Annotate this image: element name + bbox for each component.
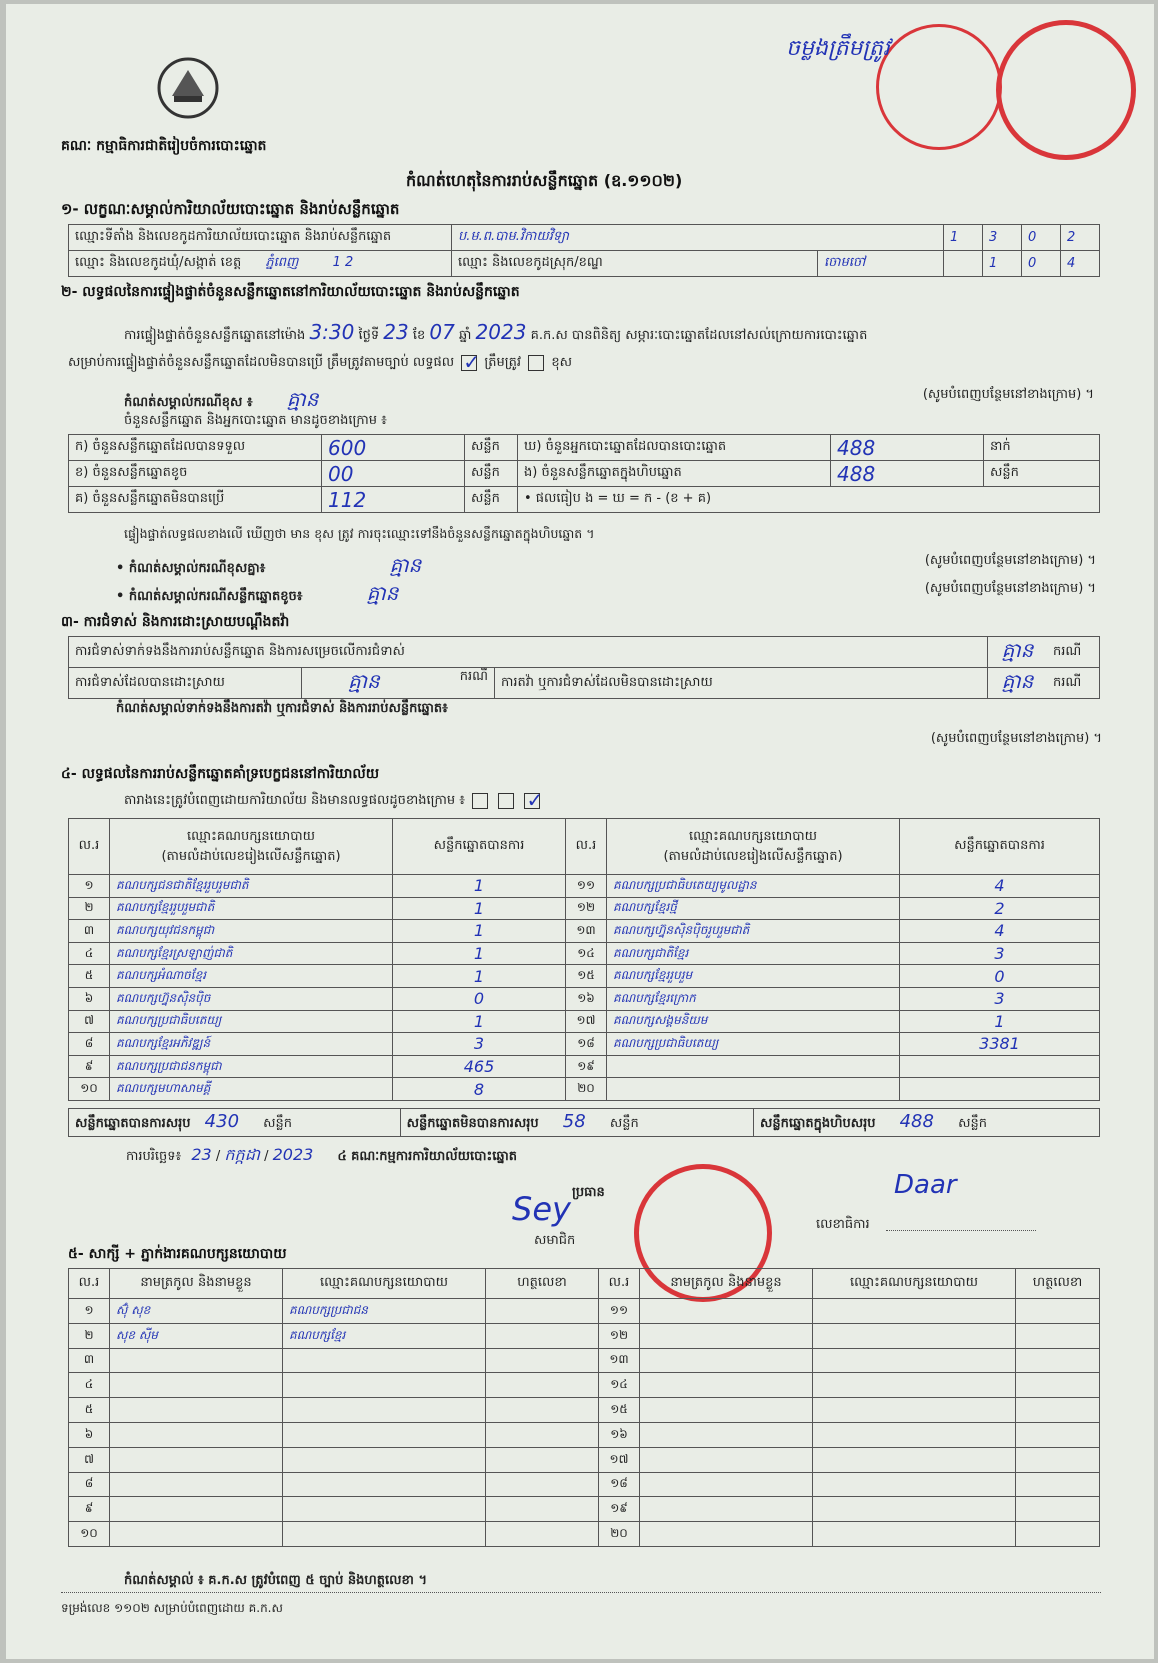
results-row — [69, 920, 1100, 943]
row-d-label: ឃ) ចំនួនអ្នកបោះឆ្នោតដែលបានបោះឆ្នោត — [518, 435, 831, 461]
witness-no: ១២ — [599, 1323, 640, 1348]
witness-col-name-right: នាមត្រកូល និងនាមខ្លួន — [640, 1269, 813, 1299]
year-value: 2023 — [475, 320, 527, 344]
results-row — [69, 1078, 1100, 1101]
note1-label: • កំណត់សម្គាល់ករណីខុសគ្នា៖ — [116, 561, 266, 576]
total-valid-label: សន្លឹកឆ្នោតបានការសរុប — [75, 1116, 191, 1131]
results-option-1[interactable] — [472, 793, 488, 809]
results-col-name-left: ឈ្មោះគណបក្សនយោបាយ — [187, 828, 315, 844]
result-no: ១៥ — [566, 965, 607, 988]
witness-name — [640, 1422, 813, 1447]
intro-a: ការផ្ទៀងផ្ទាត់ចំនួនសន្លឹកឆ្នោតនៅម៉ោង — [124, 328, 306, 343]
witness-party — [283, 1472, 486, 1497]
witness-col-party-right: ឈ្មោះគណបក្សនយោបាយ — [813, 1269, 1016, 1299]
witness-no: ៤ — [69, 1373, 110, 1398]
witness-party: គណបក្សខ្មែរ — [283, 1323, 486, 1348]
results-col-name-sub-right: (តាមលំដាប់លេខរៀងលើសន្លឹកឆ្នោត) — [663, 848, 843, 864]
result-no: ២ — [69, 897, 110, 920]
result-no: ១៨ — [566, 1033, 607, 1056]
section4-heading: ៤- លទ្ធផលនៃការរាប់សន្លឹកឆ្នោតគាំទ្របេក្ខជននៅការិយាល័យ — [61, 766, 380, 782]
note2-value: គ្មាន — [366, 581, 399, 605]
total-box-value: 488 — [899, 1111, 934, 1132]
result-party-name: គណបក្សជាតិខ្មែរ — [607, 942, 900, 965]
results-col-votes-left: សន្លឹកឆ្នោតបានការ — [393, 819, 566, 875]
witness-signature — [1016, 1522, 1100, 1547]
result-no: ១២ — [566, 897, 607, 920]
witness-signature — [1016, 1472, 1100, 1497]
witness-party — [283, 1422, 486, 1447]
result-no: ៩ — [69, 1055, 110, 1078]
witness-party — [813, 1373, 1016, 1398]
office-code-1: 1 — [944, 225, 983, 251]
witness-party — [813, 1398, 1016, 1423]
wrong-checkbox[interactable] — [528, 355, 544, 371]
witness-no: ៨ — [69, 1472, 110, 1497]
office-label: ឈ្មោះទីតាំង និងលេខកូដការិយាល័យបោះឆ្នោត និងរាប់សន្លឹកឆ្នោត — [69, 225, 452, 251]
complaint-row1-label: ការជំទាស់ទាក់ទងនឹងការរាប់សន្លឹកឆ្នោត និងការសម្រេចលើការជំទាស់ — [69, 637, 988, 668]
witness-name: ស៊ុំ សុខ — [110, 1299, 283, 1324]
result-votes: 3 — [393, 1033, 566, 1056]
witness-signature — [486, 1299, 599, 1324]
results-row — [69, 1055, 1100, 1078]
result-no: ៦ — [69, 987, 110, 1010]
result-party-name: គណបក្សយុវជនកម្ពុជា — [110, 920, 393, 943]
witness-row — [69, 1299, 1100, 1324]
wrong-label: ខុស — [551, 355, 572, 370]
complaint-row2-mid: ការតវ៉ា ឬការជំទាស់ដែលមិនបានដោះស្រាយ — [495, 668, 988, 699]
reason-value: គ្មាន — [286, 387, 319, 411]
total-box-unit: សន្លឹក — [958, 1116, 987, 1131]
results-row — [69, 987, 1100, 1010]
result-party-name: គណបក្សប្រជាធិបតេយ្យ — [110, 1010, 393, 1033]
witness-col-name-left: នាមត្រកូល និងនាមខ្លួន — [110, 1269, 283, 1299]
witness-row — [69, 1497, 1100, 1522]
witness-signature — [1016, 1398, 1100, 1423]
correct-checkbox[interactable]: ✓ — [463, 349, 481, 374]
witness-no: ១៦ — [599, 1422, 640, 1447]
witness-no: ៦ — [69, 1422, 110, 1447]
witness-col-party-left: ឈ្មោះគណបក្សនយោបាយ — [283, 1269, 486, 1299]
form-footer: ទម្រង់លេខ ១១០២ សម្រាប់បំពេញដោយ គ.ក.ស — [61, 1601, 283, 1615]
result-party-name: គណបក្សប្រជាធិបតេយ្យ — [607, 1033, 900, 1056]
result-party-name: គណបក្សអំណាចខ្មែរ — [110, 965, 393, 988]
witness-no: ១៣ — [599, 1348, 640, 1373]
note2-line — [116, 580, 1096, 610]
witness-party — [283, 1398, 486, 1423]
witness-party — [283, 1373, 486, 1398]
witness-signature — [1016, 1497, 1100, 1522]
witness-signature — [1016, 1348, 1100, 1373]
results-col-no-left: ល.រ — [69, 819, 110, 875]
result-votes: 1 — [393, 875, 566, 898]
result-no: ១៣ — [566, 920, 607, 943]
witness-name — [110, 1348, 283, 1373]
result-party-name: គណបក្សខ្មែរក្រោក — [607, 987, 900, 1010]
witness-party — [283, 1348, 486, 1373]
result-party-name: គណបក្សមហាសាមគ្គី — [110, 1078, 393, 1101]
result-no: ៥ — [69, 965, 110, 988]
result-party-name: គណបក្សប្រជាធិបតេយ្យមូលដ្ឋាន — [607, 875, 900, 898]
witness-signature — [486, 1472, 599, 1497]
witness-signature — [486, 1447, 599, 1472]
result-no: ១៩ — [566, 1055, 607, 1078]
witness-row — [69, 1373, 1100, 1398]
row-b-label: ខ) ចំនួនសន្លឹកឆ្នោតខូច — [69, 461, 322, 487]
commune-code — [333, 255, 354, 270]
complaint-row2-unit: ករណី — [459, 669, 488, 684]
row-c-unit: សន្លឹក — [465, 487, 518, 513]
witness-no: ៧ — [69, 1447, 110, 1472]
results-option-2[interactable] — [498, 793, 514, 809]
district-code-1: 1 — [983, 251, 1022, 277]
result-party-name: គណបក្សខ្មែររួបរួម — [607, 965, 900, 988]
witness-name — [640, 1373, 813, 1398]
witness-no: ១៤ — [599, 1373, 640, 1398]
witness-signature — [486, 1497, 599, 1522]
witness-no: ១៧ — [599, 1447, 640, 1472]
witness-row — [69, 1323, 1100, 1348]
section2-intro-line2 — [68, 349, 572, 374]
note2-label: • កំណត់សម្គាល់ករណីសន្លឹកឆ្នោតខូច៖ — [116, 589, 303, 604]
row-e-label: ង) ចំនួនសន្លឹកឆ្នោតក្នុងហិបឆ្នោត — [518, 461, 831, 487]
result-party-name: គណបក្សខ្មែរអភិវឌ្ឍន៍ — [110, 1033, 393, 1056]
result-party-name — [607, 1078, 900, 1101]
results-col-no-right: ល.រ — [566, 819, 607, 875]
results-col-name-right: ឈ្មោះគណបក្សនយោបាយ — [689, 828, 817, 844]
date-month: កក្កដា — [224, 1145, 260, 1164]
result-votes: 1 — [393, 942, 566, 965]
intro-b: ថ្ងៃទី — [358, 328, 380, 343]
witness-signature — [486, 1522, 599, 1547]
witness-name — [110, 1472, 283, 1497]
red-seal-stamp-2 — [876, 24, 1002, 150]
results-col-votes-right: សន្លឹកឆ្នោតបានការ — [900, 819, 1100, 875]
secretary-signature: Daar — [894, 1170, 957, 1200]
result-no: ៤ — [69, 942, 110, 965]
result-no: ១១ — [566, 875, 607, 898]
formula-label: • ផលធៀប ង = ឃ = ក - (ខ + គ) — [518, 487, 1100, 513]
row-e-value: 488 — [831, 461, 984, 487]
section5-footnote: កំណត់សម្គាល់ ៖ គ.ក.ស ត្រូវបំពេញ ៥ ច្បាប់ និងហត្ថលេខា ។ — [124, 1573, 428, 1588]
complaints-table — [68, 636, 1100, 699]
office-code-2: 3 — [983, 225, 1022, 251]
note1-suffix: (សូមបំពេញបន្ថែមនៅខាងក្រោម) ។ — [924, 553, 1096, 568]
witness-party — [283, 1497, 486, 1522]
result-votes: 4 — [900, 875, 1100, 898]
witness-no: ១៥ — [599, 1398, 640, 1423]
commune-label: ឈ្មោះ និងលេខកូដឃុំ/សង្កាត់ ខេត្ត — [75, 255, 242, 270]
witness-no: ១៨ — [599, 1472, 640, 1497]
witness-signature — [1016, 1447, 1100, 1472]
witness-row — [69, 1522, 1100, 1547]
intro-line2-text: សម្រាប់ការផ្ទៀងផ្ទាត់ចំនួនសន្លឹកឆ្នោតដែលមិនបានប្រើ ត្រឹមត្រូវតាមច្បាប់ លទ្ធផល — [68, 355, 455, 370]
result-votes: 1 — [393, 1010, 566, 1033]
witness-party — [813, 1323, 1016, 1348]
note1-line — [116, 552, 1096, 582]
witness-party — [813, 1348, 1016, 1373]
witness-name — [640, 1299, 813, 1324]
result-no: ៧ — [69, 1010, 110, 1033]
result-votes: 1 — [393, 920, 566, 943]
witness-party — [813, 1497, 1016, 1522]
results-row — [69, 1033, 1100, 1056]
witness-signature — [486, 1323, 599, 1348]
result-party-name: គណបក្សសង្គមនិយម — [607, 1010, 900, 1033]
result-no: ១ — [69, 875, 110, 898]
witness-party — [813, 1422, 1016, 1447]
complaint-row1-value: គ្មាន — [988, 637, 1047, 668]
results-row — [69, 1010, 1100, 1033]
section2-intro — [124, 320, 1104, 346]
witness-signature — [486, 1348, 599, 1373]
total-box-label: សន្លឹកឆ្នោតក្នុងហិបសរុប — [759, 1116, 876, 1131]
witness-name — [110, 1422, 283, 1447]
office-code-4: 2 — [1061, 225, 1100, 251]
result-votes: 0 — [900, 965, 1100, 988]
row-d-value: 488 — [831, 435, 984, 461]
document-title: កំណត់ហេតុនៃការរាប់សន្លឹកឆ្នោត (ឧ.១១០២) — [406, 171, 683, 190]
nec-emblem-icon — [154, 56, 222, 120]
result-votes — [900, 1055, 1100, 1078]
witness-table — [68, 1268, 1100, 1547]
committee-label: ៤ គណៈកម្មការការិយាល័យបោះឆ្នោត — [337, 1149, 518, 1164]
result-no: ៣ — [69, 920, 110, 943]
time-value: 3:30 — [309, 320, 355, 344]
intro-c: ខែ — [412, 328, 426, 343]
witness-name — [640, 1522, 813, 1547]
witness-party — [813, 1299, 1016, 1324]
note2-suffix: (សូមបំពេញបន្ថែមនៅខាងក្រោម) ។ — [924, 581, 1096, 596]
total-valid-value: 430 — [204, 1111, 240, 1132]
witness-name — [640, 1323, 813, 1348]
diff-line: ផ្ទៀងផ្ទាត់លទ្ធផលខាងលើ ឃើញថា មាន ខុស ត្រូវ ការចុះឈ្មោះទៅនឹងចំនួនសន្លឹកឆ្នោតក្នុងហិបឆ្នោត ។ — [124, 526, 595, 541]
row-c-value: 112 — [322, 487, 465, 513]
intro-e: គ.ក.ស បានពិនិត្យ សម្ភារៈបោះឆ្នោតដែលនៅសល់ក្រោយការបោះឆ្នោត — [530, 328, 868, 343]
row-a-unit: សន្លឹក — [465, 435, 518, 461]
date-day: 23 — [191, 1145, 212, 1164]
complaint-row2-label: ការជំទាស់ដែលបានដោះស្រាយ — [69, 668, 302, 699]
witness-name: សុខ ស៊ីម — [110, 1323, 283, 1348]
commune-value: ភ្នំពេញ — [265, 255, 299, 270]
witness-signature — [1016, 1323, 1100, 1348]
witness-no: ១០ — [69, 1522, 110, 1547]
row-b-value: 00 — [322, 461, 465, 487]
district-label: ឈ្មោះ និងលេខកូដស្រុក/ខណ្ឌ — [452, 251, 818, 277]
complaint-note: កំណត់សម្គាល់ទាក់ទងនឹងការតវ៉ា ឬការជំទាស់ និងការរាប់សន្លឹកឆ្នោត៖ — [116, 701, 448, 716]
results-col-name-sub-left: (តាមលំដាប់លេខរៀងលើសន្លឹកឆ្នោត) — [161, 848, 341, 864]
witness-name — [640, 1398, 813, 1423]
office-code-3: 0 — [1022, 225, 1061, 251]
result-no: ១៤ — [566, 942, 607, 965]
results-row — [69, 875, 1100, 898]
section5-heading: ៥- សាក្សី ​+ ភ្នាក់ងារគណបក្សនយោបាយ — [68, 1246, 287, 1262]
complaint-row1-unit: ករណី — [1047, 637, 1100, 668]
row-d-unit: នាក់ — [984, 435, 1100, 461]
results-table — [68, 818, 1100, 1101]
witness-party — [283, 1522, 486, 1547]
witness-party: គណបក្សប្រជាជន — [283, 1299, 486, 1324]
result-no: ១៧ — [566, 1010, 607, 1033]
row-c-label: គ) ចំនួនសន្លឹកឆ្នោតមិនបានប្រើ — [69, 487, 322, 513]
district-value: ចោមចៅ — [818, 251, 944, 277]
intro-d: ឆ្នាំ — [459, 328, 472, 343]
section3-heading: ៣- ការជំទាស់ និងការដោះស្រាយបណ្តឹងតវ៉ា — [61, 614, 290, 630]
witness-name — [110, 1398, 283, 1423]
section1-heading: ១- លក្ខណៈសម្គាល់ការិយាល័យបោះឆ្នោត និងរាប់សន្លឹកឆ្នោត — [61, 200, 400, 218]
witness-no: ១១ — [599, 1299, 640, 1324]
date-line: ការបរិច្ឆេទ៖ 23 / កក្កដា / 2023 ៤ គណៈកម្មការការិយាល័យបោះឆ្នោត — [126, 1145, 518, 1164]
result-party-name: គណបក្សហ្វ៊ុនស៊ិនប៉ិច — [110, 987, 393, 1010]
total-invalid-unit: សន្លឹក — [609, 1116, 639, 1131]
result-party-name: គណបក្សហ្វ៊ុនស៊ិនប៉ិចរួបរួមជាតិ — [607, 920, 900, 943]
witness-no: ២០ — [599, 1522, 640, 1547]
witness-signature — [486, 1422, 599, 1447]
results-row — [69, 965, 1100, 988]
witness-name — [640, 1472, 813, 1497]
complaint-row2-value2: គ្មាន — [988, 668, 1047, 699]
witness-signature — [486, 1398, 599, 1423]
result-party-name — [607, 1055, 900, 1078]
result-votes: 0 — [393, 987, 566, 1010]
result-no: ១០ — [69, 1078, 110, 1101]
district-code-3: 4 — [1061, 251, 1100, 277]
commune-code-2: 2 — [344, 255, 354, 270]
witness-name — [640, 1348, 813, 1373]
row-e-unit: សន្លឹក — [984, 461, 1100, 487]
complaint-note-suffix: (សូមបំពេញបន្ថែមនៅខាងក្រោម) ។ — [930, 731, 1102, 746]
witness-col-sign-right: ហត្ថលេខា — [1016, 1269, 1100, 1299]
commune-code-1: 1 — [332, 255, 341, 270]
results-row — [69, 942, 1100, 965]
section2-heading: ២- លទ្ធផលនៃការផ្ទៀងផ្ទាត់ចំនួនសន្លឹកឆ្នោតនៅការិយាល័យបោះឆ្នោត និងរាប់សន្លឹកឆ្នោត — [61, 284, 520, 300]
result-votes — [900, 1078, 1100, 1101]
result-votes: 4 — [900, 920, 1100, 943]
reason-label: កំណត់សម្គាល់ករណីខុស ៖ — [124, 395, 253, 410]
result-votes: 8 — [393, 1078, 566, 1101]
result-party-name: គណបក្សខ្មែររួបរួមជាតិ — [110, 897, 393, 920]
witness-name — [110, 1373, 283, 1398]
witness-row — [69, 1472, 1100, 1497]
correct-label: ត្រឹមត្រូវ — [484, 355, 522, 370]
witness-no: ១៩ — [599, 1497, 640, 1522]
witness-name — [110, 1522, 283, 1547]
witness-row — [69, 1398, 1100, 1423]
witness-party — [813, 1522, 1016, 1547]
day-value: 23 — [383, 320, 409, 344]
section4-sub — [124, 787, 544, 812]
witness-signature — [486, 1373, 599, 1398]
witness-col-no-left: ល.រ — [69, 1269, 110, 1299]
complaint-row2-unit2: ករណី — [1047, 668, 1100, 699]
witness-row — [69, 1348, 1100, 1373]
total-valid-unit: សន្លឹក — [263, 1116, 293, 1131]
secretary-label: លេខាធិការ — [816, 1217, 870, 1232]
note1-value: គ្មាន — [389, 553, 422, 577]
reason-suffix: (សូមបំពេញបន្ថែមនៅខាងក្រោម) ។ — [922, 387, 1094, 402]
witness-name — [640, 1447, 813, 1472]
result-party-name: គណបក្សជនជាតិខ្មែររួបរួមជាតិ — [110, 875, 393, 898]
witness-col-sign-left: ហត្ថលេខា — [486, 1269, 599, 1299]
org-name: គណៈ កម្មាធិការជាតិរៀបចំការបោះឆ្នោត — [61, 138, 267, 154]
witness-signature — [1016, 1422, 1100, 1447]
witness-row — [69, 1422, 1100, 1447]
result-votes: 2 — [900, 897, 1100, 920]
results-totals — [68, 1108, 1100, 1137]
witness-party — [813, 1447, 1016, 1472]
date-year: 2023 — [272, 1145, 314, 1164]
witness-name — [640, 1497, 813, 1522]
red-seal-stamp — [996, 20, 1136, 160]
witness-name — [110, 1447, 283, 1472]
result-votes: 1 — [393, 897, 566, 920]
certified-copy-stamp: ចម្លងត្រឹមត្រូវ — [786, 36, 890, 61]
results-row — [69, 897, 1100, 920]
row-b-unit: សន្លឹក — [465, 461, 518, 487]
ballot-count-table — [68, 434, 1100, 513]
total-invalid-label: សន្លឹកឆ្នោតមិនបានការសរុប — [406, 1116, 539, 1131]
witness-party — [813, 1472, 1016, 1497]
result-party-name: គណបក្សខ្មែរថ្មី — [607, 897, 900, 920]
witness-no: ២ — [69, 1323, 110, 1348]
witness-no: ៥ — [69, 1398, 110, 1423]
results-option-3[interactable]: ✓ — [526, 787, 544, 812]
result-party-name: គណបក្សប្រជាជនកម្ពុជា — [110, 1055, 393, 1078]
witness-party — [283, 1447, 486, 1472]
witness-row — [69, 1447, 1100, 1472]
result-votes: 3 — [900, 987, 1100, 1010]
total-invalid-value: 58 — [562, 1111, 586, 1132]
complaint-row2-value: គ្មាន — [348, 669, 380, 693]
result-party-name: គណបក្សខ្មែរស្រឡាញ់ជាតិ — [110, 942, 393, 965]
witness-signature — [1016, 1373, 1100, 1398]
witness-no: ៩ — [69, 1497, 110, 1522]
result-no: ៨ — [69, 1033, 110, 1056]
document-page — [6, 4, 1154, 1659]
section4-sub-text: តារាងនេះត្រូវបំពេញដោយការិយាល័យ និងមានលទ្ធផលដូចខាងក្រោម ៖ — [124, 793, 466, 808]
result-no: ១៦ — [566, 987, 607, 1010]
month-value: 07 — [429, 320, 455, 344]
sub-intro: ចំនួនសន្លឹកឆ្នោត និងអ្នកបោះឆ្នោត មានដូចខាងក្រោម ៖ — [124, 413, 387, 428]
result-votes: 3 — [900, 942, 1100, 965]
witness-col-no-right: ល.រ — [599, 1269, 640, 1299]
result-votes: 1 — [393, 965, 566, 988]
witness-no: ៣ — [69, 1348, 110, 1373]
office-value: ប.ម.ព.បាម.វិកាយវិទ្យា — [452, 225, 944, 251]
witness-name — [110, 1497, 283, 1522]
office-info-table — [68, 224, 1100, 277]
chair-label: ប្រធាន — [572, 1185, 605, 1200]
row-a-value: 600 — [322, 435, 465, 461]
witness-no: ១ — [69, 1299, 110, 1324]
result-votes: 1 — [900, 1010, 1100, 1033]
date-label: ការបរិច្ឆេទ៖ — [126, 1149, 182, 1164]
chair-signature: Sey — [512, 1190, 571, 1228]
witness-signature — [1016, 1299, 1100, 1324]
member-label: សមាជិក — [534, 1233, 576, 1248]
row-a-label: ក) ចំនួនសន្លឹកឆ្នោតដែលបានទទួល — [69, 435, 322, 461]
result-votes: 3381 — [900, 1033, 1100, 1056]
result-votes: 465 — [393, 1055, 566, 1078]
district-code-2: 0 — [1022, 251, 1061, 277]
result-no: ២០ — [566, 1078, 607, 1101]
